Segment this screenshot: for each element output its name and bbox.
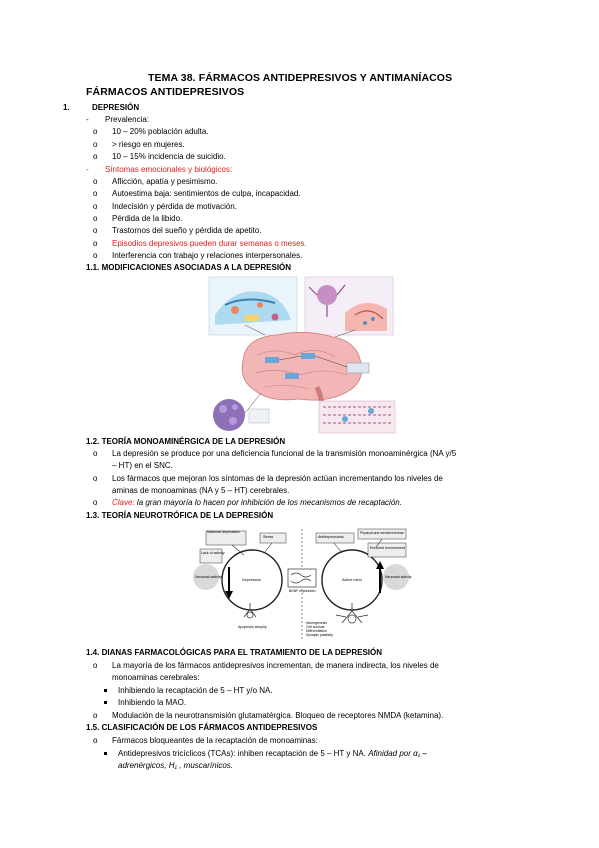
symptom-item-highlight: Episodios depresivos pueden durar semanas o meses.	[112, 239, 307, 248]
dash-bullet: -	[86, 115, 89, 124]
fig-label-bdnf: BDNF expression	[289, 589, 316, 593]
fig-label-differentiation: Differentiation	[306, 629, 327, 633]
targets-sub-item: Inhibiendo la recaptación de 5 – HT y/o NA.	[118, 686, 273, 695]
targets-line: monoaminas cerebrales:	[112, 673, 200, 682]
monoamine-theory-line: – HT) en el SNC.	[112, 461, 173, 470]
fig-label-antidepressants: Antidepressants	[318, 535, 344, 539]
square-bullet	[104, 689, 107, 692]
symptom-item: Pérdida de la libido.	[112, 214, 183, 223]
symptom-item: Interferencia con trabajo y relaciones interpersonales.	[112, 251, 303, 260]
circle-bullet: o	[93, 711, 98, 720]
circle-bullet: o	[93, 251, 98, 260]
circle-bullet: o	[93, 226, 98, 235]
monoamine-theory-line: Los fármacos que mejoran los síntomas de la depresión actúan incrementando los niveles de	[112, 474, 443, 483]
document-subtitle: FÁRMACOS ANTIDEPRESIVOS	[86, 86, 245, 98]
fig-label-physical: Physical and mental exercise	[360, 531, 404, 535]
circle-bullet: o	[93, 214, 98, 223]
symptom-item: Trastornos del sueño y pérdida de apetito.	[112, 226, 262, 235]
targets-line: Modulación de la neurotransmisión glutamatérgica. Bloqueo de receptores NMDA (ketamina).	[112, 711, 444, 720]
circle-bullet: o	[93, 474, 98, 483]
symptom-item: Indecisión y pérdida de motivación.	[112, 202, 237, 211]
dash-bullet: -	[86, 165, 89, 174]
section-heading-1-2: 1.2. TEORÍA MONOAMINÉRGICA DE LA DEPRESIÓN	[86, 437, 286, 446]
fig-label-neuronal-left: Neuronal activity	[195, 575, 222, 579]
targets-line: La mayoría de los fármacos antidepresivos incrementan, de manera indirecta, los niveles de	[112, 661, 439, 670]
circle-bullet: o	[93, 449, 98, 458]
fig-label-neuronal-right: Neuronal activity	[385, 575, 412, 579]
prevalence-item: 10 – 15% incidencia de suicidio.	[112, 152, 226, 161]
symptom-item: Autoestima baja: sentimientos de culpa, incapacidad.	[112, 189, 301, 198]
key-text: la gran mayoría lo hacen por inhibición de los mecanismos de recaptación.	[134, 498, 402, 507]
circle-bullet: o	[93, 202, 98, 211]
square-bullet	[104, 701, 107, 704]
fig-label-stress: Stress	[263, 535, 274, 539]
monoamine-theory-line: La depresión se produce por una deficiencia funcional de la transmisión monoaminérgica (NA y/5	[112, 449, 457, 458]
circle-bullet: o	[93, 127, 98, 136]
prevalence-item: 10 – 20% población adulta.	[112, 127, 209, 136]
fig-label-synaptic-plasticity: Synaptic plasticity	[306, 633, 333, 637]
neurotrophic-figure-drawing	[192, 525, 410, 641]
neurotrophic-figure	[192, 525, 410, 641]
circle-bullet: o	[93, 177, 98, 186]
tca-text: : inhiben recaptación de 5 – HT y NA.	[233, 749, 369, 758]
classification-line: Fármacos bloqueantes de la recaptación de monoaminas:	[112, 736, 318, 745]
symptom-item: Aflicción, apatía y pesimismo.	[112, 177, 218, 186]
circle-bullet: o	[93, 140, 98, 149]
circle-bullet: o	[93, 498, 98, 507]
tca-label: Antidepresivos tricíclicos (TCAs)	[118, 749, 234, 758]
prevalence-item: > riesgo en mujeres.	[112, 140, 185, 149]
key-label: Clave:	[112, 498, 135, 507]
fig-label-neurogenesis: Neurogenesis	[306, 621, 327, 625]
section-heading-1-4: 1.4. DIANAS FARMACOLÓGICAS PARA EL TRATAMIENTO DE LA DEPRESIÓN	[86, 648, 383, 657]
fig-label-lack-activity: Lack of activity	[201, 551, 225, 555]
section-number: 1.	[63, 103, 70, 112]
circle-bullet: o	[93, 239, 98, 248]
fig-label-maternal: Maternal deprivation	[207, 530, 240, 534]
section-heading-1-5: 1.5. CLASIFICACIÓN DE LOS FÁRMACOS ANTIDEPRESIVOS	[86, 723, 318, 732]
circle-bullet: o	[93, 189, 98, 198]
fig-label-cell-survival: Cell survival	[306, 625, 325, 629]
monoamine-theory-line: aminas de monoaminas (NA y 5 – HT) cerebrales.	[112, 486, 290, 495]
circle-bullet: o	[93, 661, 98, 670]
depression-brain-figure	[205, 275, 397, 435]
fig-label-enriched: Enriched environment	[370, 546, 405, 550]
circle-bullet: o	[93, 736, 98, 745]
fig-label-apoptosis: Apoptosis atrophy	[238, 625, 267, 629]
targets-sub-item: Inhibiendo la MAO.	[118, 698, 187, 707]
tca-line-2: adrenérgicos, H₁ , muscarínicos.	[118, 761, 234, 770]
symptoms-label: Síntomas emocionales y biológicos:	[105, 165, 233, 174]
circle-bullet: o	[93, 152, 98, 161]
prevalence-label: Prevalencia:	[105, 115, 150, 124]
fig-label-active-mind: Active mind	[342, 578, 362, 582]
fig-label-depression: Depression	[242, 578, 262, 582]
tca-line	[118, 749, 427, 759]
tca-affinity: Afinidad por α₁ –	[368, 749, 427, 758]
square-bullet	[104, 752, 107, 755]
section-heading-1-1: 1.1. MODIFICACIONES ASOCIADAS A LA DEPRESIÓN	[86, 263, 292, 272]
document-title: TEMA 38. FÁRMACOS ANTIDEPRESIVOS Y ANTIMANÍACOS	[148, 72, 453, 84]
section-heading-1-3: 1.3. TEORÍA NEUROTRÓFICA DE LA DEPRESIÓN	[86, 511, 274, 520]
section-heading-depresion: DEPRESIÓN	[92, 103, 140, 112]
monoamine-key-line	[112, 498, 402, 508]
